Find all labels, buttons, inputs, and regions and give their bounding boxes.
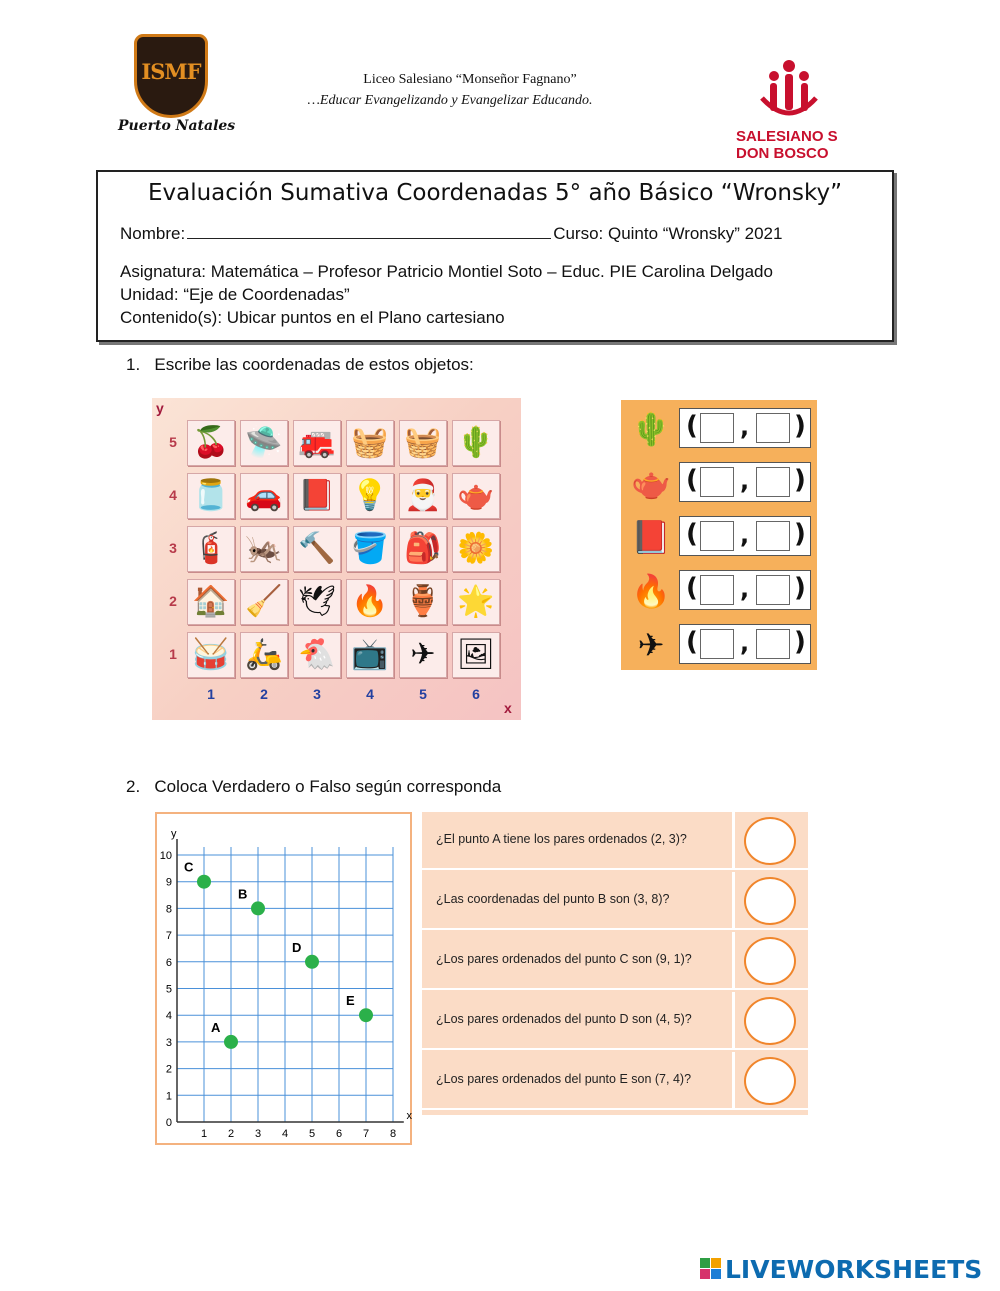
row-divider <box>732 872 735 930</box>
y-coordinate-input[interactable] <box>756 629 790 659</box>
liveworksheets-logo <box>700 1255 1000 1285</box>
grid-cell-icon: 🚒 <box>293 420 341 466</box>
true-false-answer-circle[interactable] <box>744 997 796 1045</box>
grid-cell-icon: 🪣 <box>346 526 394 572</box>
cartesian-plane-svg <box>157 814 410 1143</box>
grid-cell-icon: 🎒 <box>399 526 447 572</box>
question-1 <box>126 355 474 375</box>
x-tick-label: 3 <box>254 1128 262 1140</box>
point-label-b: B <box>238 886 248 902</box>
grid-cell-icon: 🧺 <box>346 420 394 466</box>
grid-cell-icon: 🛵 <box>240 632 288 678</box>
y-tick-label: 9 <box>165 876 172 889</box>
name-blank[interactable] <box>187 225 551 239</box>
x-tick-label: 4 <box>281 1128 289 1140</box>
y-coordinate-input[interactable] <box>756 467 790 497</box>
exam-header-box <box>96 170 894 342</box>
plane-y-label: y <box>171 827 177 840</box>
x-tick-label: 6 <box>335 1128 343 1140</box>
grid-cell-icon: 🧯 <box>187 526 235 572</box>
plane-x-label: x <box>406 1110 412 1122</box>
grid-cell-icon: 🧺 <box>399 420 447 466</box>
grid-col-label: 2 <box>260 686 268 702</box>
grid-cell-icon: 🌵 <box>452 420 500 466</box>
point-label-d: D <box>292 939 302 955</box>
x-tick-label: 7 <box>362 1128 370 1140</box>
grid-cell-icon: 🍒 <box>187 420 235 466</box>
comma: , <box>740 575 750 603</box>
comma: , <box>740 467 750 495</box>
close-paren: ) <box>794 465 806 495</box>
y-tick-label: 6 <box>165 956 172 969</box>
point-label-e: E <box>346 993 355 1009</box>
salesianos-figures-icon <box>754 58 824 124</box>
salesianos-line2: DON BOSCO <box>736 145 829 162</box>
grid-cell-icon: 🚗 <box>240 473 288 519</box>
point-label-c: C <box>184 859 194 875</box>
asignatura-row <box>120 262 773 282</box>
row-divider <box>732 1052 735 1110</box>
statement-row <box>422 872 808 930</box>
statement-text: ¿Los pares ordenados del punto D son (4, 5)? <box>436 1012 692 1026</box>
open-paren: ( <box>686 573 698 603</box>
answer-row-campfire <box>621 566 817 614</box>
unidad-row <box>120 285 350 305</box>
liveworksheets-brand: LIVEWORKSHEETS <box>725 1255 983 1284</box>
x-tick-label: 8 <box>389 1128 397 1140</box>
grid-cell-icon: 🏺 <box>399 579 447 625</box>
close-paren: ) <box>794 627 806 657</box>
grid-col-label: 4 <box>366 686 374 702</box>
grid-col-label: 3 <box>313 686 321 702</box>
grid-cell-icon: 🔥 <box>346 579 394 625</box>
open-paren: ( <box>686 411 698 441</box>
unidad-value: : “Eje de Coordenadas” <box>173 285 350 304</box>
statement-text: ¿Las coordenadas del punto B son (3, 8)? <box>436 892 670 906</box>
school-name: Liceo Salesiano “Monseñor Fagnano” <box>363 72 577 87</box>
grid-cell-icon: 🌼 <box>452 526 500 572</box>
crest-caption: Puerto Natales <box>118 118 236 134</box>
asignatura-value: : Matemática – Profesor Patricio Montiel Soto – Educ. PIE Carolina Delgado <box>201 262 773 281</box>
x-tick-label: 5 <box>308 1128 316 1140</box>
grid-cell-icon: 🎅 <box>399 473 447 519</box>
statement-text: ¿Los pares ordenados del punto E son (7, 4)? <box>436 1072 692 1086</box>
campfire-icon: 🔥 <box>631 573 671 609</box>
grid-cell-icon: 🫙 <box>187 473 235 519</box>
coordinate-pair-box <box>679 570 811 610</box>
statement-row <box>422 812 808 870</box>
grid-cell-icon: 🥁 <box>187 632 235 678</box>
contenido-row <box>120 308 505 328</box>
exam-title: Evaluación Sumativa Coordenadas 5° año Básico “Wronsky” <box>147 180 843 206</box>
grid-cell-icon: 🖼 <box>452 632 500 678</box>
y-tick-label: 8 <box>165 903 172 916</box>
point-d <box>305 955 319 969</box>
x-tick-label: 1 <box>200 1128 208 1140</box>
y-coordinate-input[interactable] <box>756 413 790 443</box>
grid-cell-icon: 🛸 <box>240 420 288 466</box>
coordinate-pair-box <box>679 408 811 448</box>
grid-row-label: 3 <box>169 540 177 556</box>
statement-text: ¿El punto A tiene los pares ordenados (2, 3)? <box>436 832 687 846</box>
grid-cell-icon: 🕊 <box>293 579 341 625</box>
point-b <box>251 901 265 915</box>
y-tick-label: 2 <box>165 1063 172 1076</box>
answer-row-cactus-pot <box>621 404 817 452</box>
grid-cell-icon: 💡 <box>346 473 394 519</box>
statement-row <box>422 932 808 990</box>
book-icon: 📕 <box>631 519 671 555</box>
salesianos-line1: SALESIANO S <box>736 128 838 145</box>
salesianos-caption <box>736 128 838 162</box>
open-paren: ( <box>686 627 698 657</box>
close-paren: ) <box>794 411 806 441</box>
true-false-panel <box>422 812 808 1115</box>
point-label-a: A <box>211 1019 221 1035</box>
grid-cell-icon: 📺 <box>346 632 394 678</box>
grid-row-label: 2 <box>169 593 177 609</box>
y-coordinate-input[interactable] <box>756 521 790 551</box>
grid-cell-icon: 🧹 <box>240 579 288 625</box>
x-coordinate-input[interactable] <box>700 413 734 443</box>
true-false-answer-circle[interactable] <box>744 877 796 925</box>
point-c <box>197 875 211 889</box>
school-motto: …Educar Evangelizando y Evangelizar Educando. <box>307 93 593 108</box>
grid-x-label: x <box>504 700 512 716</box>
coordinate-pair-box <box>679 624 811 664</box>
grid-row-label: 4 <box>169 487 177 503</box>
grid-cell-icon: 🔨 <box>293 526 341 572</box>
y-tick-label: 5 <box>165 983 172 996</box>
contenido-value: Ubicar puntos en el Plano cartesiano <box>222 308 505 327</box>
x-tick-label: 2 <box>227 1128 235 1140</box>
row-divider <box>732 812 735 870</box>
x-coordinate-input[interactable] <box>700 575 734 605</box>
grid-cell-icon: 🦗 <box>240 526 288 572</box>
question-2-number: 2. <box>126 777 141 796</box>
cartesian-plane <box>155 812 412 1145</box>
y-tick-label: 3 <box>165 1036 172 1049</box>
point-a <box>224 1035 238 1049</box>
objects-grid <box>152 398 521 720</box>
y-coordinate-input[interactable] <box>756 575 790 605</box>
y-tick-label: 7 <box>165 930 172 943</box>
coordinates-answer-panel <box>621 400 817 670</box>
grid-cell-icon: 🌟 <box>452 579 500 625</box>
close-paren: ) <box>794 573 806 603</box>
crest-shield <box>134 34 208 118</box>
answer-row-book <box>621 512 817 560</box>
true-false-answer-circle[interactable] <box>744 937 796 985</box>
teapot-icon: 🫖 <box>631 465 671 501</box>
question-1-text: Escribe las coordenadas de estos objetos: <box>154 355 474 374</box>
x-coordinate-input[interactable] <box>700 521 734 551</box>
y-tick-label: 1 <box>165 1090 172 1103</box>
grid-cell-icon: 🫖 <box>452 473 500 519</box>
close-paren: ) <box>794 519 806 549</box>
name-row <box>120 224 782 244</box>
statement-text: ¿Los pares ordenados del punto C son (9, 1)? <box>436 952 692 966</box>
grid-row-label: 5 <box>169 434 177 450</box>
answer-row-airplane <box>621 620 817 668</box>
row-divider <box>732 992 735 1050</box>
unidad-label: Unidad <box>120 285 174 304</box>
crest-letters: ISMF <box>141 59 201 84</box>
coordinate-pair-box <box>679 516 811 556</box>
cactus-pot-icon: 🌵 <box>631 411 671 447</box>
answer-row-teapot <box>621 458 817 506</box>
curso-text: Curso: Quinto “Wronsky” 2021 <box>553 224 783 243</box>
x-coordinate-input[interactable] <box>700 629 734 659</box>
point-e <box>359 1008 373 1022</box>
true-false-answer-circle[interactable] <box>744 1057 796 1105</box>
x-coordinate-input[interactable] <box>700 467 734 497</box>
name-label: Nombre: <box>120 224 186 243</box>
school-crest-logo <box>110 30 236 140</box>
grid-row-label: 1 <box>169 646 177 662</box>
asignatura-label: Asignatura <box>120 262 202 281</box>
question-1-number: 1. <box>126 355 141 374</box>
grid-cell-icon: ✈ <box>399 632 447 678</box>
comma: , <box>740 629 750 657</box>
grid-col-label: 1 <box>207 686 215 702</box>
airplane-icon: ✈ <box>637 627 665 663</box>
salesianos-logo <box>730 58 850 168</box>
comma: , <box>740 521 750 549</box>
open-paren: ( <box>686 519 698 549</box>
question-2-text: Coloca Verdadero o Falso según corresponda <box>154 777 502 796</box>
y-tick-label: 4 <box>165 1010 172 1023</box>
liveworksheets-mark-icon <box>700 1258 722 1280</box>
grid-cell-icon: 🐔 <box>293 632 341 678</box>
comma: , <box>740 413 750 441</box>
grid-y-label: y <box>156 400 164 416</box>
grid-col-label: 6 <box>472 686 480 702</box>
grid-cell-icon: 🏠 <box>187 579 235 625</box>
statement-row <box>422 992 808 1050</box>
coordinate-pair-box <box>679 462 811 502</box>
y-tick-label: 10 <box>159 850 172 862</box>
open-paren: ( <box>686 465 698 495</box>
grid-col-label: 5 <box>419 686 427 702</box>
contenido-label: Contenido(s): <box>120 308 223 327</box>
y-tick-label: 0 <box>165 1117 172 1129</box>
row-divider <box>732 932 735 990</box>
grid-cell-icon: 📕 <box>293 473 341 519</box>
true-false-answer-circle[interactable] <box>744 817 796 865</box>
question-2 <box>126 777 501 797</box>
statement-row <box>422 1052 808 1110</box>
